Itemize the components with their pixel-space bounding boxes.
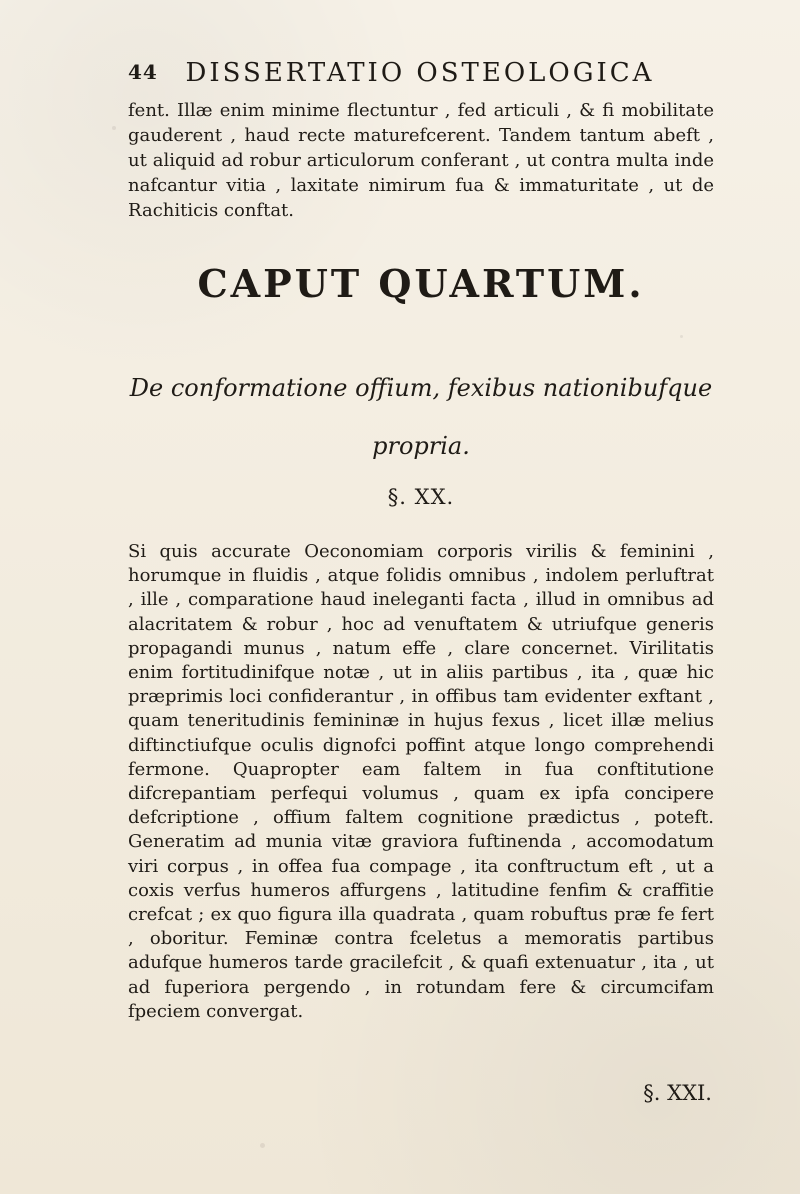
main-paragraph (128, 540, 714, 1024)
ink-fleck-2 (680, 335, 683, 338)
running-head: DISSERTATIO OSTEOLOGICA (185, 58, 655, 88)
ink-fleck-3 (260, 1143, 265, 1148)
page-header (128, 58, 712, 92)
page-number: 44 (128, 60, 158, 84)
main-text: Si quis accurate Oeconomiam corporis virilis & feminini , horumque in fluidis , atque folidis omnibus , indolem perluftrat , ille , comparatione haud ineleganti facta , illud in omnibus ad alacritatem & robur , hoc ad venuftatem & utriufque generis propagandi munus , natum effe , clare concernet. Virilitatis enim fortitudinifque notæ , ut in aliis partibus , ita , quæ hic præprimis loci confiderantur , in offibus tam evidenter exftant , quam teneritudinis femininæ in hujus fexus , licet illæ melius diftinctiufque oculis dignofci poffint atque longo comprehendi fermone. Quapropter eam faltem in fua conftitutione difcrepantiam perfequi volumus , quam ex ipfa concipere defcriptione , offium faltem cognitione prædictus , poteft. Generatim ad munia vitæ graviora fuftinenda , accomodatum viri corpus , in offea fua compage , ita conftructum eft , ut a coxis verfus humeros affurgens , latitudine fenfim & craffitie crefcat ; ex quo figura illa quadrata , quam robuftus præ fe fert , oboritur. Feminæ contra fceletus a memoratis partibus adufque humeros tarde gracilefcit , & quafi extenuatur , ita , ut ad fuperiora pergendo , in rotundam fere & circumcifam fpeciem convergat. (128, 541, 714, 1022)
intro-paragraph (128, 98, 714, 223)
chapter-subtitle (128, 359, 714, 475)
section-marker: §. XX. (387, 485, 455, 509)
catchword: §. XXI. (643, 1081, 712, 1105)
chapter-subtitle-line-1: De conformatione offium, fexibus nationibufque (129, 374, 713, 402)
chapter-heading: CAPUT QUARTUM. (197, 261, 645, 306)
intro-text: fent. Illæ enim minime flectuntur , fed articuli , & fi mobilitate gauderent , haud recte maturefcerent. Tandem tantum abeft , ut aliquid ad robur articulorum conferant , ut contra multa inde nafcantur vitia , laxitate nimirum fua & immaturitate , ut de Rachiticis conftat. (128, 100, 714, 221)
chapter-subtitle-line-2: propria. (372, 432, 470, 460)
ink-fleck-1 (112, 126, 116, 130)
